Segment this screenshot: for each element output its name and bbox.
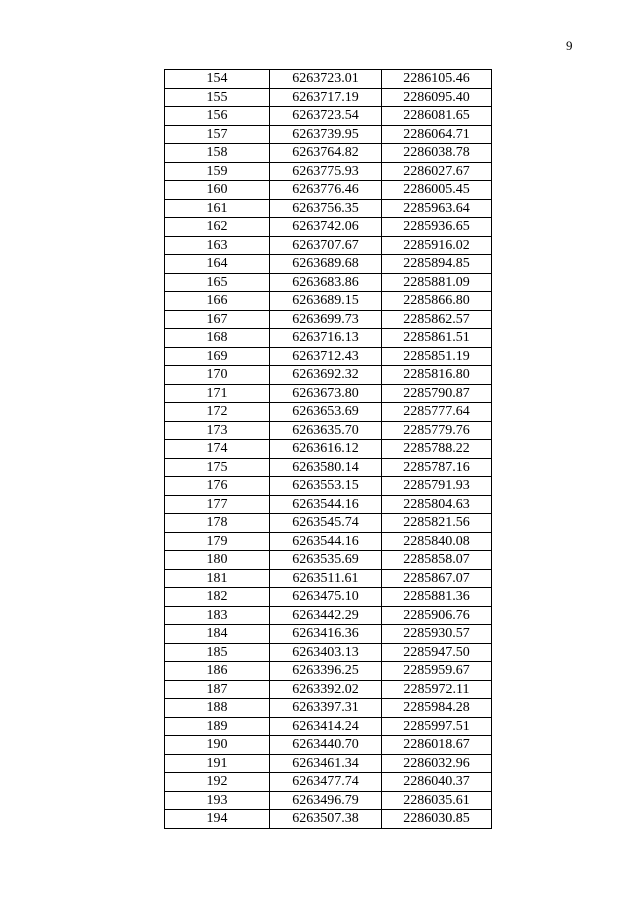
x-coordinate-cell: 6263707.67 <box>270 236 382 255</box>
point-number-cell: 156 <box>165 107 270 126</box>
x-coordinate-cell: 6263545.74 <box>270 514 382 533</box>
table-row <box>165 70 492 89</box>
y-coordinate-cell: 2285963.64 <box>382 199 492 218</box>
point-number-cell: 174 <box>165 440 270 459</box>
y-coordinate-cell: 2286005.45 <box>382 181 492 200</box>
x-coordinate-cell: 6263635.70 <box>270 421 382 440</box>
table-row <box>165 384 492 403</box>
x-coordinate-cell: 6263775.93 <box>270 162 382 181</box>
y-coordinate-cell: 2286081.65 <box>382 107 492 126</box>
x-coordinate-cell: 6263712.43 <box>270 347 382 366</box>
y-coordinate-cell: 2285816.80 <box>382 366 492 385</box>
x-coordinate-cell: 6263689.15 <box>270 292 382 311</box>
y-coordinate-cell: 2285881.36 <box>382 588 492 607</box>
point-number-cell: 164 <box>165 255 270 274</box>
point-number-cell: 163 <box>165 236 270 255</box>
point-number-cell: 194 <box>165 810 270 829</box>
x-coordinate-cell: 6263739.95 <box>270 125 382 144</box>
x-coordinate-cell: 6263511.61 <box>270 569 382 588</box>
table-row <box>165 199 492 218</box>
point-number-cell: 187 <box>165 680 270 699</box>
y-coordinate-cell: 2285866.80 <box>382 292 492 311</box>
y-coordinate-cell: 2285787.16 <box>382 458 492 477</box>
point-number-cell: 160 <box>165 181 270 200</box>
coordinates-table-body <box>165 70 492 829</box>
y-coordinate-cell: 2286030.85 <box>382 810 492 829</box>
x-coordinate-cell: 6263723.54 <box>270 107 382 126</box>
x-coordinate-cell: 6263689.68 <box>270 255 382 274</box>
x-coordinate-cell: 6263699.73 <box>270 310 382 329</box>
table-row <box>165 218 492 237</box>
table-row <box>165 329 492 348</box>
point-number-cell: 169 <box>165 347 270 366</box>
table-row <box>165 107 492 126</box>
x-coordinate-cell: 6263764.82 <box>270 144 382 163</box>
x-coordinate-cell: 6263544.16 <box>270 532 382 551</box>
y-coordinate-cell: 2285930.57 <box>382 625 492 644</box>
point-number-cell: 186 <box>165 662 270 681</box>
y-coordinate-cell: 2285972.11 <box>382 680 492 699</box>
table-row <box>165 366 492 385</box>
point-number-cell: 171 <box>165 384 270 403</box>
table-row <box>165 680 492 699</box>
table-row <box>165 736 492 755</box>
table-row <box>165 588 492 607</box>
point-number-cell: 157 <box>165 125 270 144</box>
y-coordinate-cell: 2285984.28 <box>382 699 492 718</box>
point-number-cell: 193 <box>165 791 270 810</box>
x-coordinate-cell: 6263616.12 <box>270 440 382 459</box>
y-coordinate-cell: 2285790.87 <box>382 384 492 403</box>
y-coordinate-cell: 2286040.37 <box>382 773 492 792</box>
x-coordinate-cell: 6263653.69 <box>270 403 382 422</box>
y-coordinate-cell: 2285894.85 <box>382 255 492 274</box>
y-coordinate-cell: 2285867.07 <box>382 569 492 588</box>
table-row <box>165 699 492 718</box>
y-coordinate-cell: 2285791.93 <box>382 477 492 496</box>
point-number-cell: 177 <box>165 495 270 514</box>
x-coordinate-cell: 6263580.14 <box>270 458 382 477</box>
table-row <box>165 458 492 477</box>
x-coordinate-cell: 6263717.19 <box>270 88 382 107</box>
point-number-cell: 168 <box>165 329 270 348</box>
table-row <box>165 754 492 773</box>
x-coordinate-cell: 6263756.35 <box>270 199 382 218</box>
table-row <box>165 255 492 274</box>
x-coordinate-cell: 6263544.16 <box>270 495 382 514</box>
point-number-cell: 155 <box>165 88 270 107</box>
point-number-cell: 189 <box>165 717 270 736</box>
y-coordinate-cell: 2285804.63 <box>382 495 492 514</box>
table-row <box>165 421 492 440</box>
y-coordinate-cell: 2285862.57 <box>382 310 492 329</box>
table-row <box>165 569 492 588</box>
table-row <box>165 162 492 181</box>
point-number-cell: 162 <box>165 218 270 237</box>
x-coordinate-cell: 6263392.02 <box>270 680 382 699</box>
y-coordinate-cell: 2286064.71 <box>382 125 492 144</box>
point-number-cell: 184 <box>165 625 270 644</box>
point-number-cell: 172 <box>165 403 270 422</box>
table-row <box>165 495 492 514</box>
point-number-cell: 167 <box>165 310 270 329</box>
y-coordinate-cell: 2285861.51 <box>382 329 492 348</box>
point-number-cell: 173 <box>165 421 270 440</box>
point-number-cell: 190 <box>165 736 270 755</box>
point-number-cell: 192 <box>165 773 270 792</box>
table-row <box>165 477 492 496</box>
table-row <box>165 643 492 662</box>
x-coordinate-cell: 6263475.10 <box>270 588 382 607</box>
table-row <box>165 310 492 329</box>
x-coordinate-cell: 6263716.13 <box>270 329 382 348</box>
x-coordinate-cell: 6263496.79 <box>270 791 382 810</box>
table-row <box>165 606 492 625</box>
table-row <box>165 625 492 644</box>
y-coordinate-cell: 2286027.67 <box>382 162 492 181</box>
point-number-cell: 161 <box>165 199 270 218</box>
table-row <box>165 273 492 292</box>
y-coordinate-cell: 2286095.40 <box>382 88 492 107</box>
table-row <box>165 181 492 200</box>
y-coordinate-cell: 2285936.65 <box>382 218 492 237</box>
y-coordinate-cell: 2285997.51 <box>382 717 492 736</box>
y-coordinate-cell: 2285840.08 <box>382 532 492 551</box>
x-coordinate-cell: 6263414.24 <box>270 717 382 736</box>
point-number-cell: 182 <box>165 588 270 607</box>
point-number-cell: 165 <box>165 273 270 292</box>
page-number: 9 <box>566 38 573 53</box>
table-row <box>165 532 492 551</box>
y-coordinate-cell: 2285851.19 <box>382 347 492 366</box>
table-row <box>165 717 492 736</box>
coordinates-table <box>164 69 492 829</box>
point-number-cell: 159 <box>165 162 270 181</box>
x-coordinate-cell: 6263396.25 <box>270 662 382 681</box>
x-coordinate-cell: 6263692.32 <box>270 366 382 385</box>
x-coordinate-cell: 6263723.01 <box>270 70 382 89</box>
y-coordinate-cell: 2285821.56 <box>382 514 492 533</box>
point-number-cell: 183 <box>165 606 270 625</box>
point-number-cell: 154 <box>165 70 270 89</box>
table-row <box>165 88 492 107</box>
table-row <box>165 440 492 459</box>
table-row <box>165 125 492 144</box>
x-coordinate-cell: 6263742.06 <box>270 218 382 237</box>
y-coordinate-cell: 2285916.02 <box>382 236 492 255</box>
point-number-cell: 185 <box>165 643 270 662</box>
y-coordinate-cell: 2286105.46 <box>382 70 492 89</box>
point-number-cell: 191 <box>165 754 270 773</box>
x-coordinate-cell: 6263507.38 <box>270 810 382 829</box>
x-coordinate-cell: 6263442.29 <box>270 606 382 625</box>
y-coordinate-cell: 2285777.64 <box>382 403 492 422</box>
x-coordinate-cell: 6263553.15 <box>270 477 382 496</box>
y-coordinate-cell: 2285779.76 <box>382 421 492 440</box>
point-number-cell: 176 <box>165 477 270 496</box>
point-number-cell: 188 <box>165 699 270 718</box>
y-coordinate-cell: 2285858.07 <box>382 551 492 570</box>
table-row <box>165 810 492 829</box>
point-number-cell: 170 <box>165 366 270 385</box>
point-number-cell: 181 <box>165 569 270 588</box>
y-coordinate-cell: 2286018.67 <box>382 736 492 755</box>
table-row <box>165 791 492 810</box>
table-row <box>165 662 492 681</box>
x-coordinate-cell: 6263673.80 <box>270 384 382 403</box>
table-row <box>165 514 492 533</box>
x-coordinate-cell: 6263535.69 <box>270 551 382 570</box>
point-number-cell: 175 <box>165 458 270 477</box>
y-coordinate-cell: 2286032.96 <box>382 754 492 773</box>
y-coordinate-cell: 2285947.50 <box>382 643 492 662</box>
table-row <box>165 403 492 422</box>
y-coordinate-cell: 2285906.76 <box>382 606 492 625</box>
y-coordinate-cell: 2286035.61 <box>382 791 492 810</box>
y-coordinate-cell: 2285959.67 <box>382 662 492 681</box>
x-coordinate-cell: 6263776.46 <box>270 181 382 200</box>
table-row <box>165 292 492 311</box>
point-number-cell: 179 <box>165 532 270 551</box>
x-coordinate-cell: 6263477.74 <box>270 773 382 792</box>
point-number-cell: 180 <box>165 551 270 570</box>
point-number-cell: 158 <box>165 144 270 163</box>
x-coordinate-cell: 6263403.13 <box>270 643 382 662</box>
x-coordinate-cell: 6263440.70 <box>270 736 382 755</box>
table-row <box>165 347 492 366</box>
y-coordinate-cell: 2285788.22 <box>382 440 492 459</box>
y-coordinate-cell: 2286038.78 <box>382 144 492 163</box>
x-coordinate-cell: 6263397.31 <box>270 699 382 718</box>
table-row <box>165 551 492 570</box>
y-coordinate-cell: 2285881.09 <box>382 273 492 292</box>
point-number-cell: 166 <box>165 292 270 311</box>
table-row <box>165 236 492 255</box>
table-row <box>165 773 492 792</box>
table-row <box>165 144 492 163</box>
point-number-cell: 178 <box>165 514 270 533</box>
x-coordinate-cell: 6263416.36 <box>270 625 382 644</box>
x-coordinate-cell: 6263683.86 <box>270 273 382 292</box>
x-coordinate-cell: 6263461.34 <box>270 754 382 773</box>
